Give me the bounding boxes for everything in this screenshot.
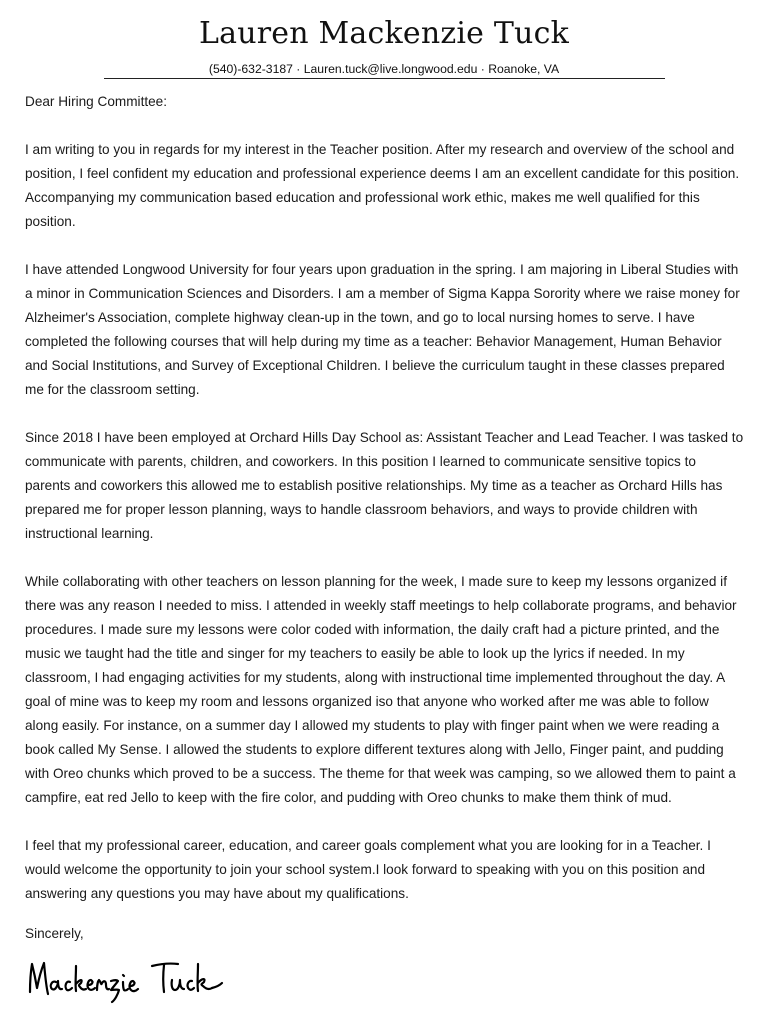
header-divider	[104, 78, 665, 79]
paragraph-employment: Since 2018 I have been employed at Orchard Hills Day School as: Assistant Teacher and Lead Teacher. I was tasked to communicate with parents, children, and coworkers. In this position I learned to communicate sensitive topics to parents and coworkers this allowed me to establish positive relationships. My time as a teacher as Orchard Hills has prepared me for proper lesson planning, ways to handle classroom behaviors, and ways to provide children with instructional learning.	[25, 430, 744, 541]
letter-header	[0, 14, 768, 77]
paragraph-intro: I am writing to you in regards for my interest in the Teacher position. After my research and overview of the school and position, I feel confident my education and professional experience deems I am an excellent candidate for this position. Accompanying my communication based education and professional work ethic, makes me well qualified for this position.	[25, 142, 740, 229]
salutation: Dear Hiring Committee:	[25, 94, 168, 109]
paragraph-conclusion: I feel that my professional career, education, and career goals complement what you are looking for in a Teacher. I would welcome the opportunity to join your school system.I look forward to speaking with you on this position and answering any questions you may have about my qualifications.	[25, 838, 711, 901]
handwritten-signature	[24, 952, 224, 1008]
contact-line: (540)-632-3187 · Lauren.tuck@live.longwood.edu · Roanoke, VA	[208, 62, 560, 76]
applicant-name: Lauren Mackenzie Tuck	[199, 16, 569, 51]
closing: Sincerely,	[25, 926, 84, 941]
paragraph-lesson-planning: While collaborating with other teachers on lesson planning for the week, I made sure to keep my lessons organized if there was any reason I needed to miss. I attended in weekly staff meetings to help collaborate programs, and behavior procedures. I made sure my lessons were color coded with information, the daily craft had a picture printed, and the music we taught had the title and singer for my teachers to easily be able to look up the lyrics if needed. In my classroom, I had engaging activities for my students, along with instructional time implemented throughout the day. A goal of mine was to keep my room and lessons organized iso that anyone who worked after me was able to follow along easily. For instance, on a summer day I allowed my students to play with finger paint when we were reading a book called My Sense. I allowed the students to explore different textures along with Jello, Finger paint, and pudding with Oreo chunks which proved to be a success. The theme for that week was camping, so we allowed them to paint a campfire, eat red Jello to keep with the fire color, and pudding with Oreo chunks to make them think of mud.	[25, 574, 737, 805]
letter-body	[25, 90, 745, 930]
paragraph-education: I have attended Longwood University for four years upon graduation in the spring. I am majoring in Liberal Studies with a minor in Communication Sciences and Disorders. I am a member of Sigma Kappa Sorority where we raise money for Alzheimer's Association, complete highway clean-up in the town, and go to local nursing homes to serve. I have completed the following courses that will help during my time as a teacher: Behavior Management, Human Behavior and Social Institutions, and Survey of Exceptional Children. I believe the curriculum taught in these classes prepared me for the classroom setting.	[25, 262, 740, 397]
